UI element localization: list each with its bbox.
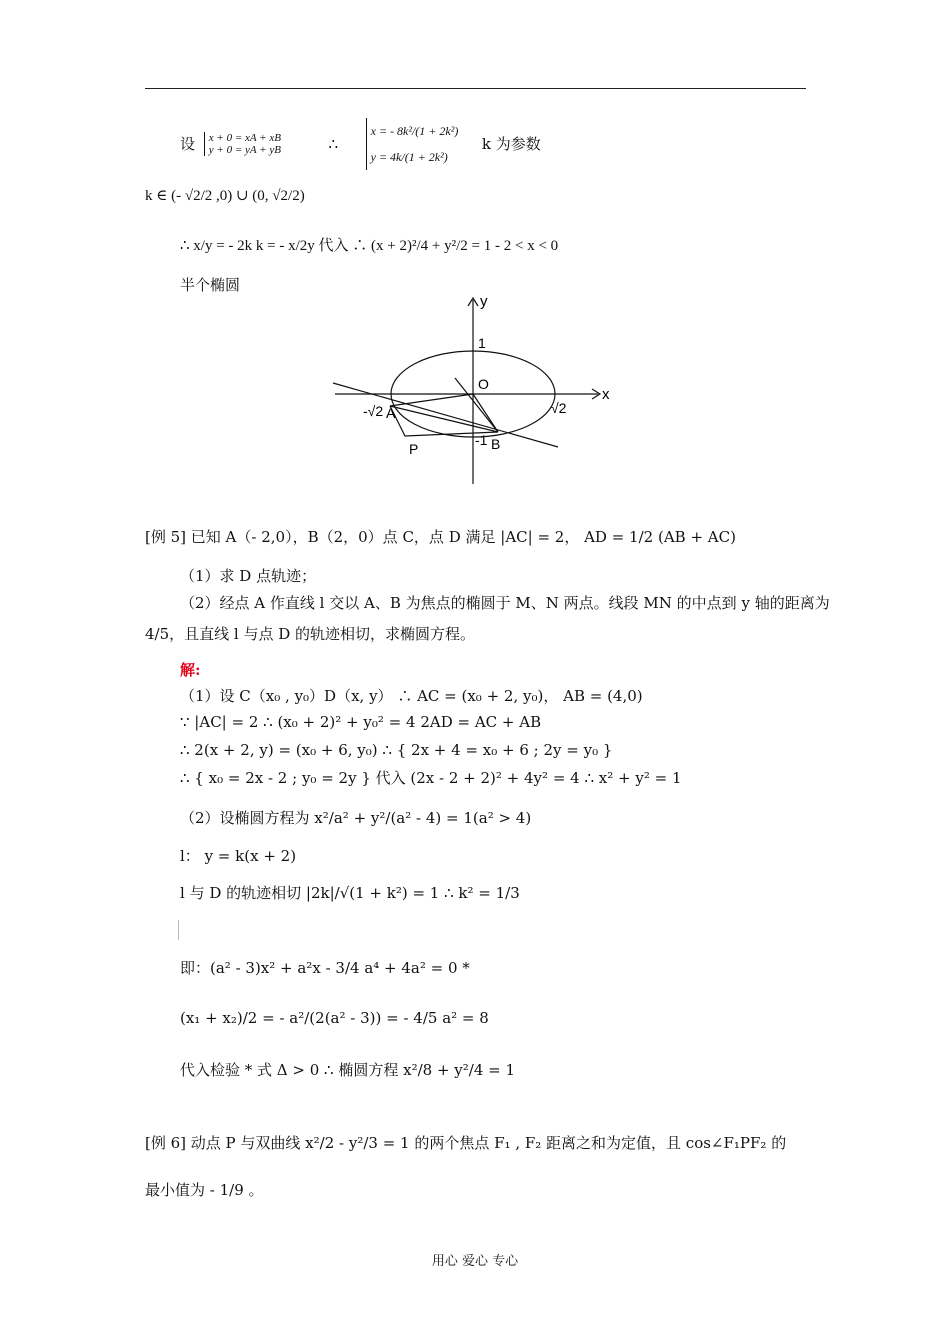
ex5-q2: （2）经点 A 作直线 l 交以 A、B 为焦点的椭圆于 M、N 两点。线段 MN 的中点到 y 轴的距离为	[180, 594, 830, 612]
param-system: x = - 8k²/(1 + 2k²) y = 4k/(1 + 2k²)	[366, 118, 459, 170]
faint-scan-artifact	[178, 920, 348, 940]
sol-step-5: （2）设椭圆方程为 x²/a² + y²/(a² - 4) = 1(a² > 4)	[180, 809, 532, 827]
neg-one-label: -1	[475, 432, 488, 448]
sol-step-6: l： y = k(x + 2)	[180, 847, 297, 865]
k-range: k ∈ (- √2/2 ,0) ∪ (0, √2/2)	[145, 188, 305, 204]
system-1: x + 0 = xA + xB y + 0 = yA + yB	[204, 132, 281, 156]
origin-label: O	[478, 376, 489, 392]
sol-step-7: l 与 D 的轨迹相切 |2k|/√(1 + k²) = 1 ∴ k² = 1/3	[180, 884, 520, 902]
sol-step-3: ∴ 2(x + 2, y) = (x₀ + 6, y₀) ∴ { 2x + 4 = x₀ + 6 ; 2y = y₀ }	[180, 741, 613, 759]
sqrt2-label: √2	[551, 400, 567, 416]
sol-step-10: 代入检验 * 式 Δ > 0 ∴ 椭圆方程 x²/8 + y²/4 = 1	[180, 1061, 516, 1079]
header-rule	[145, 88, 806, 89]
sol-step-4: ∴ { x₀ = 2x - 2 ; y₀ = 2y } 代入 (2x - 2 + 2)² + 4y² = 4 ∴ x² + y² = 1	[180, 769, 682, 787]
sol-step-1: （1）设 C（x₀ , y₀）D（x, y） ∴ AC = (x₀ + 2, y₀)， AB = (4,0)	[180, 687, 643, 705]
ex6-statement: [例 6] 动点 P 与双曲线 x²/2 - y²/3 = 1 的两个焦点 F₁ , F₂ 距离之和为定值，且 cos∠F₁PF₂ 的	[145, 1134, 787, 1152]
point-a-label: A	[386, 405, 396, 421]
sol-step-8: 即：(a² - 3)x² + a²x - 3/4 a⁴ + 4a² = 0 *	[180, 959, 470, 977]
solution-label: 解:	[180, 661, 201, 679]
page-footer: 用心 爱心 专心	[431, 1254, 519, 1269]
x-label: x	[602, 386, 610, 403]
ex5-q2-continued: 4/5，且直线 l 与点 D 的轨迹相切，求椭圆方程。	[145, 625, 476, 643]
point-p-label: P	[409, 441, 419, 457]
y-label: y	[480, 293, 488, 310]
half-ellipse-label: 半个椭圆	[180, 276, 241, 294]
point-b-label: B	[491, 436, 501, 452]
sol-step-9: (x₁ + x₂)/2 = - a²/(2(a² - 3)) = - 4/5 a² = 8	[180, 1009, 489, 1027]
ellipse-figure	[330, 292, 620, 488]
ex5-q1: （1）求 D 点轨迹；	[180, 567, 317, 585]
elimination-line: ∴ x/y = - 2k k = - x/2y 代入 ∴ (x + 2)²/4 + y²/2 = 1 - 2 < x < 0	[180, 238, 559, 254]
ex6-statement-2: 最小值为 - 1/9 。	[145, 1181, 264, 1199]
sol-step-2: ∵ |AC| = 2 ∴ (x₀ + 2)² + y₀² = 4 2AD = AC + AB	[180, 713, 542, 731]
ex5-statement: [例 5] 已知 A（- 2,0），B（2，0）点 C，点 D 满足 |AC| = 2， AD = 1/2 (AB + AC)	[145, 528, 736, 546]
setup-line: 设 x + 0 = xA + xB y + 0 = yA + yB ∴ x = - 8k²/(1 + 2k²) y = 4k/(1 + 2k²) k 为参数	[180, 118, 541, 170]
one-label: 1	[478, 335, 486, 351]
neg-sqrt2-label: -√2	[363, 403, 384, 419]
